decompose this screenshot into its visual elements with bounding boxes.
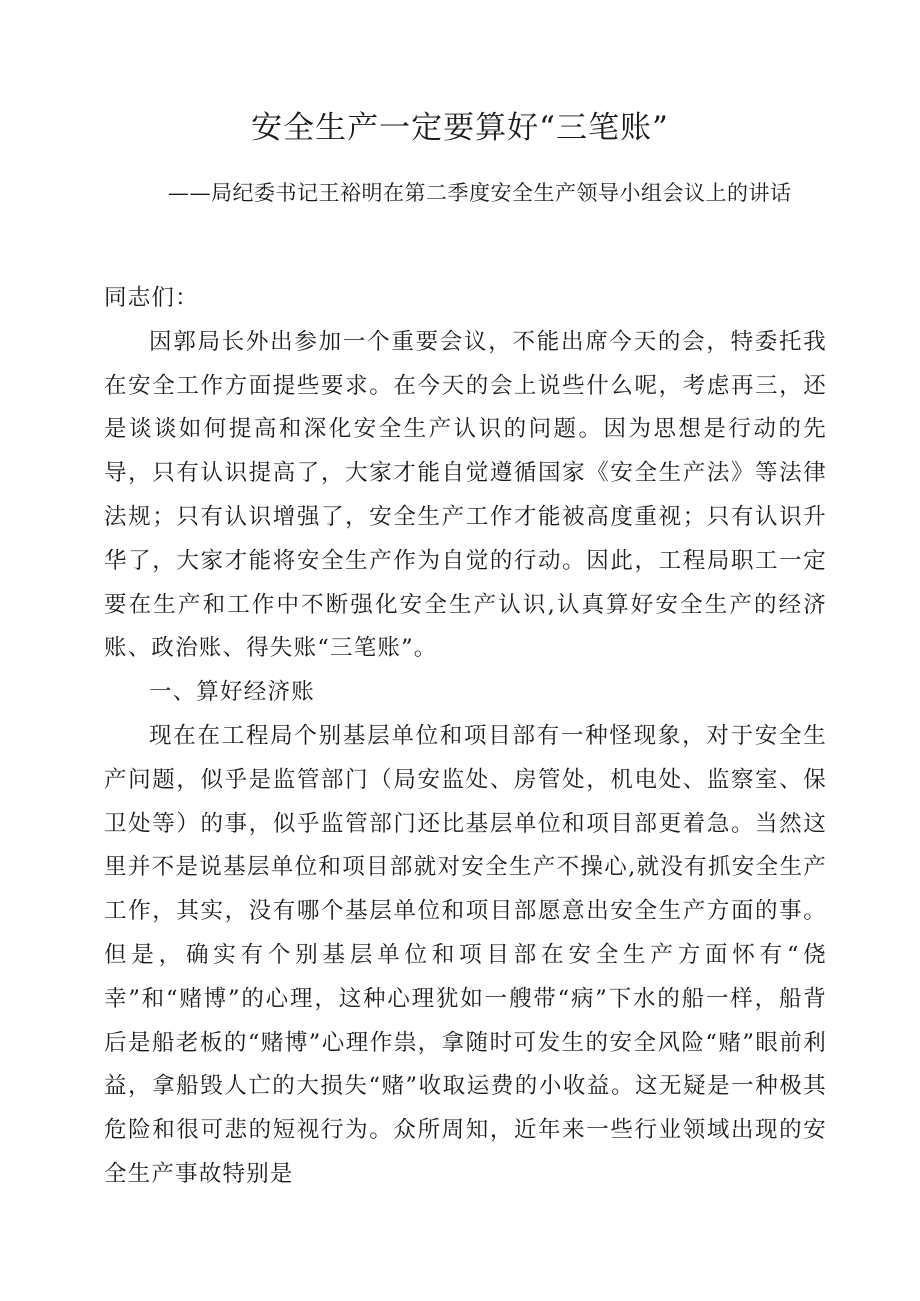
salutation: 同志们：	[104, 285, 199, 311]
paragraph-economic: 现在在工程局个别基层单位和项目部有一种怪现象，对于安全生产问题，似乎是监管部门（局安监处、房管处，机电处、监察室、保卫处等）的事，似乎监管部门还比基层单位和项目部更着急。当然这里并不是说基层单位和项目部就对安全生产不操心,就没有抓安全生产工作，其实，没有哪个基层单位和项目部愿意出安全生产方面的事。但是，确实有个别基层单位和项目部在安全生产方面怀有“侥幸”和“赌博”的心理，这种心理犹如一艘带“病”下水的船一样，船背后是船老板的“赌博”心理作祟，拿随时可发生的安全风险“赌”眼前利益，拿船毁人亡的大损失“赌”收取运费的小收益。这无疑是一种极其危险和很可悲的短视行为。众所周知，近年来一些行业领域出现的安全生产事故特别是	[104, 722, 827, 1187]
paragraph-intro: 因郭局长外出参加一个重要会议，不能出席今天的会，特委托我在安全工作方面提些要求。在今天的会上说些什么呢，考虑再三，还是谈谈如何提高和深化安全生产认识的问题。因为思想是行动的先导，只有认识提高了，大家才能自觉遵循国家《安全生产法》等法律法规；只有认识增强了，安全生产工作才能被高度重视；只有认识升华了，大家才能将安全生产作为自觉的行动。因此，工程局职工一定要在生产和工作中不断强化安全生产认识,认真算好安全生产的经济账、政治账、得失账“三笔账”。	[104, 328, 827, 662]
document-body	[104, 277, 827, 1197]
document-title: 安全生产一定要算好“三笔账”	[251, 110, 669, 146]
section-heading: 一、算好经济账	[149, 679, 315, 706]
document-subtitle: ——局纪委书记王裕明在第二季度安全生产领导小组会议上的讲话	[168, 181, 792, 205]
